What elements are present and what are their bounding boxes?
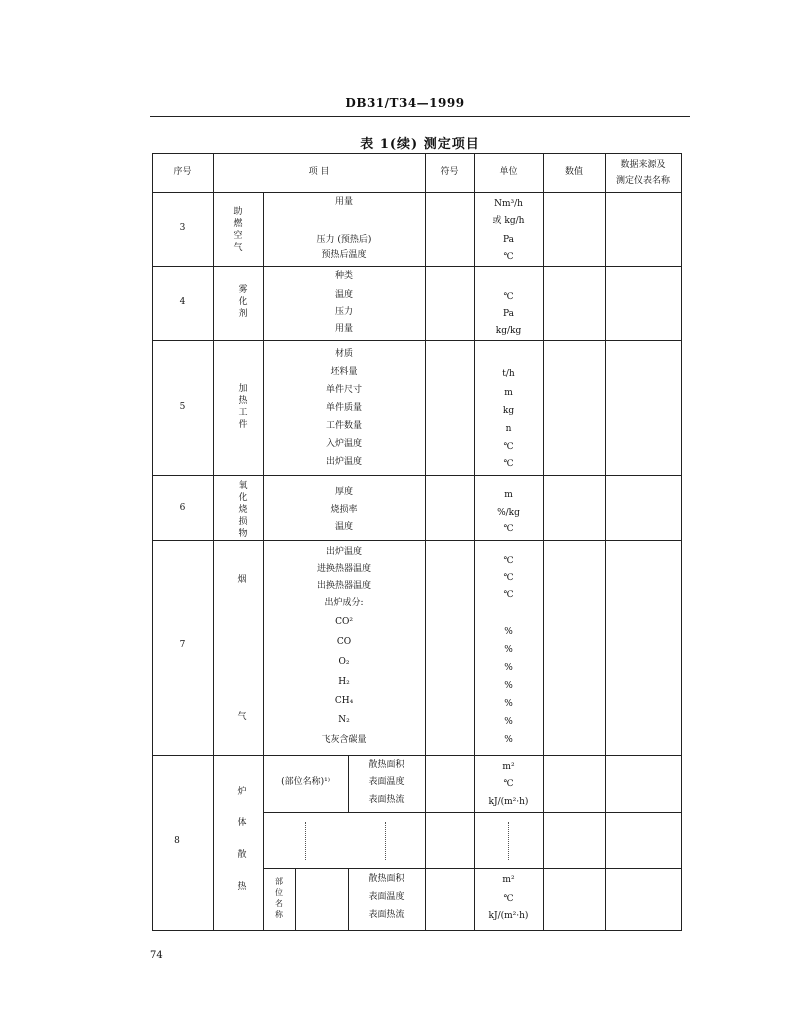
group-no-5: 5 — [179, 402, 186, 412]
g7-unit-5: % — [504, 627, 513, 637]
document-code: DB31/T34—1999 — [345, 96, 465, 110]
g4-item-1: 种类 — [334, 271, 353, 281]
group8-sub-sep-1 — [263, 812, 681, 813]
group-name-4: 雾化剂 — [238, 285, 248, 319]
col-header-item: 项 目 — [308, 167, 330, 177]
g7-item-10: N₂ — [338, 715, 350, 725]
g5-item-4: 单件质量 — [325, 403, 362, 413]
g6-unit-2: %/kg — [497, 508, 520, 518]
g3-unit-2: 或 kg/h — [492, 216, 525, 226]
group-name-8-char3: 散 — [237, 850, 247, 860]
g3-item-4: 预热后温度 — [321, 250, 367, 260]
col-sep-1 — [213, 153, 214, 930]
group-name-5: 加热工件 — [238, 384, 248, 430]
g7-unit-8: % — [504, 681, 513, 691]
col-sep-4 — [543, 153, 544, 930]
g3-item-3: 压力 (预热后) — [316, 235, 372, 245]
g5-unit-4: kg — [502, 406, 515, 416]
col-sep-3 — [474, 153, 475, 930]
col-header-source-line2: 测定仪表名称 — [615, 176, 670, 186]
table-left-border — [152, 153, 153, 930]
table-caption: 表 1(续) 测定项目 — [360, 137, 480, 152]
group8-dots-3 — [508, 822, 510, 860]
g7-item-4: 出炉成分: — [324, 598, 364, 608]
g8-item2-3: 表面热流 — [368, 910, 405, 920]
g7-unit-2: ℃ — [503, 573, 514, 583]
g7-unit-6: % — [504, 645, 513, 655]
item-divider — [263, 192, 264, 930]
g5-item-7: 出炉温度 — [325, 457, 362, 467]
g6-item-1: 厚度 — [334, 487, 353, 497]
col-sep-2 — [425, 153, 426, 930]
g5-item-2: 坯料量 — [330, 367, 358, 377]
g8-item-2: 表面温度 — [368, 777, 405, 787]
group8-dots-1 — [305, 822, 307, 860]
g5-unit-3: m — [504, 388, 513, 398]
group-sep-7-8 — [152, 755, 682, 756]
g5-item-5: 工件数量 — [325, 421, 362, 431]
g5-item-6: 入炉温度 — [325, 439, 362, 449]
g8-item2-2: 表面温度 — [368, 892, 405, 902]
g5-unit-6: ℃ — [503, 442, 514, 452]
col-header-no: 序号 — [173, 167, 192, 177]
col-header-source-line1: 数据来源及 — [620, 160, 666, 170]
g8-unit-2: ℃ — [503, 779, 514, 789]
g7-item-5: CO² — [335, 617, 353, 627]
g8-item-1: 散热面积 — [368, 760, 405, 770]
group-sep-6-7 — [152, 540, 682, 541]
g7-item-2: 进换热器温度 — [316, 564, 371, 574]
g8-unit-3: kJ/(m²·h) — [488, 797, 529, 807]
g7-unit-10: % — [504, 717, 513, 727]
group-no-4: 4 — [179, 297, 186, 307]
g7-item-7: O₂ — [338, 657, 350, 667]
col-sep-5 — [605, 153, 606, 930]
g6-unit-1: m — [504, 490, 513, 500]
group8-dots-2 — [385, 822, 387, 860]
group-no-8: 8 — [174, 836, 180, 846]
group-sep-4-5 — [152, 340, 682, 341]
page-number: 74 — [150, 950, 163, 961]
g7-unit-3: ℃ — [503, 590, 514, 600]
g8-sub-label: (部位名称)¹⁾ — [281, 777, 330, 787]
g6-item-2: 烧损率 — [330, 505, 358, 515]
group-name-7-bottom: 气 — [237, 712, 247, 722]
g4-item-2: 温度 — [334, 290, 353, 300]
g7-item-3: 出换热器温度 — [316, 581, 371, 591]
group-name-8-char2: 体 — [237, 818, 247, 828]
col-header-symbol: 符号 — [440, 167, 459, 177]
g6-unit-3: ℃ — [503, 524, 514, 534]
table-right-border — [681, 153, 682, 930]
g5-unit-2: t/h — [502, 369, 515, 379]
group-sep-5-6 — [152, 475, 682, 476]
group-no-6: 6 — [179, 503, 186, 513]
g4-unit-3: Pa — [502, 309, 515, 319]
g5-item-1: 材质 — [334, 349, 353, 359]
table-bottom-border — [152, 930, 682, 931]
g4-item-3: 压力 — [334, 307, 353, 317]
col-header-unit: 单位 — [499, 167, 518, 177]
g5-item-3: 单件尺寸 — [325, 385, 362, 395]
g4-item-4: 用量 — [334, 324, 353, 334]
g8-unit2-1: m² — [502, 875, 515, 885]
group-sep-3-4 — [152, 266, 682, 267]
g7-unit-9: % — [504, 699, 513, 709]
g3-unit-4: ℃ — [503, 252, 514, 262]
g8-item2-1: 散热面积 — [368, 874, 405, 884]
g3-unit-1: Nm³/h — [494, 199, 523, 209]
g8-unit2-2: ℃ — [503, 894, 514, 904]
group-name-7-top: 烟 — [237, 575, 247, 585]
g4-unit-2: ℃ — [503, 292, 514, 302]
g7-item-6: CO — [336, 637, 352, 647]
group8-sub-divider-3 — [295, 868, 296, 930]
g5-unit-5: n — [505, 424, 512, 434]
g7-unit-11: % — [504, 735, 513, 745]
g7-item-1: 出炉温度 — [325, 547, 362, 557]
table-top-border — [152, 153, 682, 154]
g3-item-1: 用量 — [334, 197, 353, 207]
g6-item-3: 温度 — [334, 522, 353, 532]
g8-unit2-3: kJ/(m²·h) — [488, 911, 529, 921]
g8-unit-1: m² — [502, 762, 515, 772]
g7-unit-7: % — [504, 663, 513, 673]
group-name-8-char1: 炉 — [237, 787, 247, 797]
header-row-bottom — [152, 192, 682, 193]
group-no-3: 3 — [179, 223, 186, 233]
g7-item-9: CH₄ — [334, 696, 354, 706]
g7-item-11: 飞灰含碳量 — [321, 735, 367, 745]
g3-unit-3: Pa — [502, 235, 515, 245]
col-header-value: 数值 — [564, 167, 583, 177]
g8-item-3: 表面热流 — [368, 795, 405, 805]
group-name-6: 氧化烧损物 — [238, 481, 248, 539]
g7-item-8: H₂ — [338, 677, 350, 687]
group-name-3: 助燃空气 — [233, 207, 243, 253]
group8-sub-sep-2 — [263, 868, 681, 869]
header-rule — [150, 116, 690, 117]
g7-unit-1: ℃ — [503, 556, 514, 566]
g4-unit-4: kg/kg — [495, 326, 522, 336]
group-name-8-char4: 热 — [237, 882, 247, 892]
group-no-7: 7 — [179, 640, 186, 650]
g5-unit-7: ℃ — [503, 459, 514, 469]
g8-sub-label-vertical: 部位名称 — [275, 877, 283, 919]
